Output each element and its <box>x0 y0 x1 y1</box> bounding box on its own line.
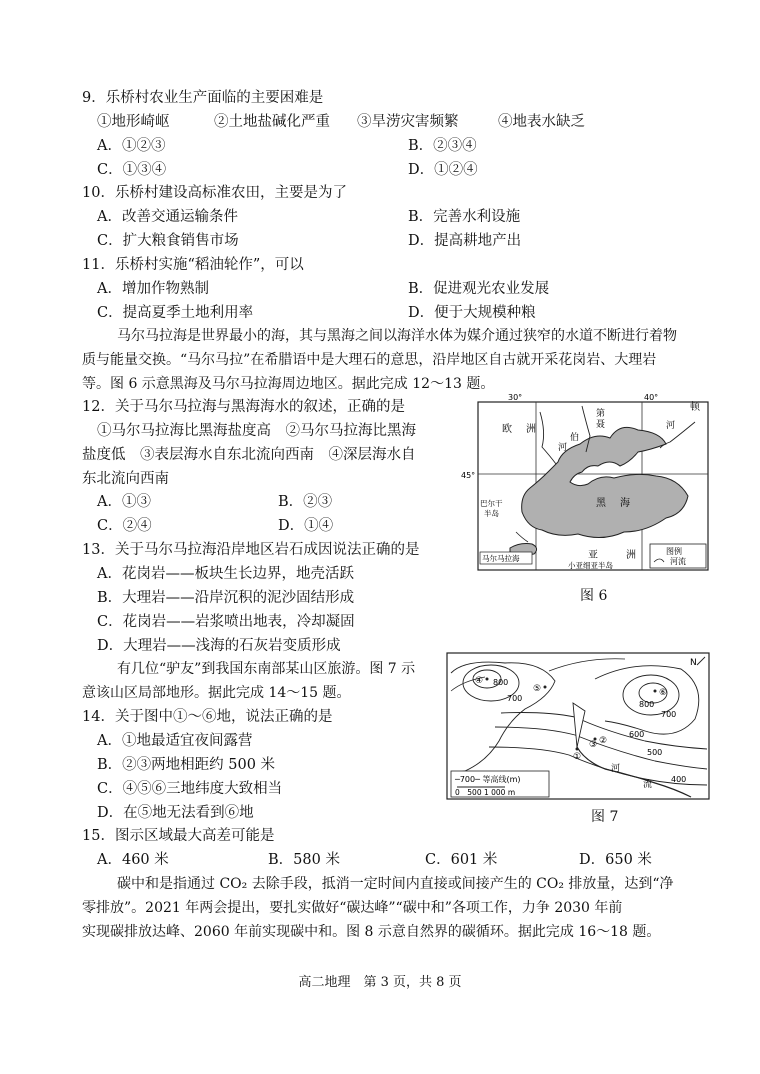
q12-line-3: 东北流向西南 <box>82 471 169 487</box>
fig7-c700b: 700 <box>661 710 677 719</box>
fig6-balkan-2: 半岛 <box>484 509 499 518</box>
fig7-c600: 600 <box>629 730 645 739</box>
q10-option-b: B．完善水利设施 <box>408 209 521 225</box>
fig7-scale: 0 500 1 000 m <box>455 788 516 797</box>
q15-stem: 15．图示区域最大高差可能是 <box>82 828 275 844</box>
fig7-point-6: ⑥ <box>659 688 668 698</box>
fig6-dnieper-2: 聂 <box>596 420 606 430</box>
q11-option-a: A．增加作物熟制 <box>97 281 209 297</box>
figure-6-caption: 图 6 <box>580 588 608 604</box>
q9-option-a: A．①②③ <box>97 138 166 154</box>
fig6-europe-1: 欧 <box>502 424 512 435</box>
fig6-europe-2: 洲 <box>526 424 536 435</box>
fig7-point-4: ④ <box>475 676 484 686</box>
q12-option-c: C．②④ <box>97 518 152 534</box>
fig7-north: N <box>690 658 697 668</box>
passage1-line-1: 马尔马拉海是世界最小的海，其与黑海之间以海洋水体为媒介通过狭窄的水道不断进行着物 <box>117 328 677 344</box>
q11-option-b: B．促进观光农业发展 <box>408 281 550 297</box>
fig6-legend-title: 图例 <box>666 547 682 556</box>
q14-option-d: D．在⑤地无法看到⑥地 <box>97 805 254 821</box>
fig6-lon40: 40° <box>644 393 659 402</box>
fig6-don: 顿 <box>690 402 700 413</box>
q14-option-b: B．②③两地相距约 500 米 <box>97 757 276 773</box>
q15-option-a: A．460 米 <box>97 852 169 868</box>
q9-item-1: ①地形崎岖 <box>97 114 170 130</box>
fig7-c800a: 800 <box>493 678 509 687</box>
q12-option-a: A．①③ <box>97 494 151 510</box>
fig6-lon30: 30° <box>508 393 523 402</box>
q15-option-c: C．601 米 <box>425 852 498 868</box>
fig7-legend-contour: ─700─ 等高线(m) <box>455 775 521 784</box>
passage2-line-2: 意该山区局部地形。据此完成 14～15 题。 <box>82 685 351 701</box>
passage3-line-1: 碳中和是指通过 CO₂ 去除手段，抵消一定时间内直接或间接产生的 CO₂ 排放量，达到“净 <box>117 876 674 892</box>
q14-option-a: A．①地最适宜夜间露营 <box>97 733 253 749</box>
q10-option-a: A．改善交通运输条件 <box>97 209 238 225</box>
page-footer: 高二地理 第 3 页，共 8 页 <box>298 975 462 990</box>
q13-option-d: D．大理岩——浅海的石灰岩变质形成 <box>97 638 341 654</box>
fig6-dnieper-1: 第 <box>596 409 606 419</box>
figure-7-caption: 图 7 <box>591 809 619 825</box>
fig6-asiaminor: 小亚细亚半岛 <box>568 561 613 570</box>
fig6-blacksea-1: 黑 <box>596 498 606 509</box>
q13-stem: 13．关于马尔马拉海沿岸地区岩石成因说法正确的是 <box>82 542 420 558</box>
fig6-legend-river: 河流 <box>670 557 686 566</box>
fig7-point-2: ② <box>599 736 608 746</box>
q9-item-4: ④地表水缺乏 <box>498 114 585 130</box>
q11-option-c: C．提高夏季土地利用率 <box>97 305 254 321</box>
fig7-c700a: 700 <box>507 694 523 703</box>
fig6-river-he-1: 河 <box>558 443 568 453</box>
q13-option-c: C．花岗岩——岩浆喷出地表，冷却凝固 <box>97 614 355 630</box>
q9-item-3: ③旱涝灾害频繁 <box>357 114 459 130</box>
q9-stem: 9．乐桥村农业生产面临的主要困难是 <box>82 90 324 106</box>
q12-option-d: D．①④ <box>278 518 334 534</box>
q14-option-c: C．④⑤⑥三地纬度大致相当 <box>97 781 283 797</box>
passage3-line-3: 实现碳排放达峰、2060 年前实现碳中和。图 8 示意自然界的碳循环。据此完成 16～18 题。 <box>82 924 661 940</box>
passage1-line-2: 质与能量交换。“马尔马拉”在希腊语中是大理石的意思，沿岸地区自古就开采花岗岩、大理岩 <box>82 352 657 368</box>
fig6-asia-2: 洲 <box>626 550 636 561</box>
fig7-river-1: 河 <box>611 764 621 774</box>
fig7-point-3: ③ <box>589 740 598 750</box>
fig6-dnieper-3: 伯 <box>570 433 580 443</box>
q9-option-d: D．①②④ <box>408 162 478 178</box>
q9-option-c: C．①③④ <box>97 162 167 178</box>
q13-option-b: B．大理岩——沿岸沉积的泥沙固结形成 <box>97 590 355 606</box>
q11-option-d: D．便于大规模种粮 <box>408 305 536 321</box>
fig6-balkan-1: 巴尔干 <box>480 499 503 508</box>
q10-stem: 10．乐桥村建设高标准农田，主要是为了 <box>82 185 347 201</box>
fig7-c800b: 800 <box>639 700 655 709</box>
fig7-c500: 500 <box>647 748 663 757</box>
q9-option-b: B．②③④ <box>408 138 477 154</box>
q10-option-c: C．扩大粮食销售市场 <box>97 233 239 249</box>
q12-line-1: ①马尔马拉海比黑海盐度高 ②马尔马拉海比黑海 <box>97 423 416 439</box>
fig6-river-he-2: 河 <box>666 421 676 431</box>
fig6-marmara-label: 马尔马拉海 <box>482 554 520 563</box>
fig7-river-2: 流 <box>643 780 653 790</box>
q12-stem: 12．关于马尔马拉海与黑海海水的叙述，正确的是 <box>82 399 405 415</box>
fig6-lat45: 45° <box>461 471 476 480</box>
fig6-asia-1: 亚 <box>588 550 598 561</box>
q13-option-a: A．花岗岩——板块生长边界，地壳活跃 <box>97 566 354 582</box>
passage1-line-3: 等。图 6 示意黑海及马尔马拉海周边地区。据此完成 12～13 题。 <box>82 376 495 392</box>
q10-option-d: D．提高耕地产出 <box>408 233 522 249</box>
q12-line-2: 盐度低 ③表层海水自东北流向西南 ④深层海水自 <box>82 447 416 463</box>
fig7-c400: 400 <box>671 775 687 784</box>
q9-item-2: ②土地盐碱化严重 <box>214 114 330 130</box>
fig6-blacksea-2: 海 <box>620 498 630 509</box>
fig7-point-5: ⑤ <box>533 684 542 694</box>
q11-stem: 11．乐桥村实施“稻油轮作”，可以 <box>82 257 304 273</box>
q15-option-d: D．650 米 <box>579 852 652 868</box>
q14-stem: 14．关于图中①～⑥地，说法正确的是 <box>82 709 333 725</box>
figure-6-map <box>461 392 715 582</box>
q12-option-b: B．②③ <box>278 494 333 510</box>
fig7-point-1: ① <box>573 752 582 762</box>
passage2-line-1: 有几位“驴友”到我国东南部某山区旅游。图 7 示 <box>117 661 416 677</box>
figure-7-contour-map <box>445 651 713 803</box>
passage3-line-2: 零排放”。2021 年两会提出，要扎实做好“碳达峰”“碳中和”各项工作，力争 2030 年前 <box>82 900 623 916</box>
q15-option-b: B．580 米 <box>268 852 340 868</box>
